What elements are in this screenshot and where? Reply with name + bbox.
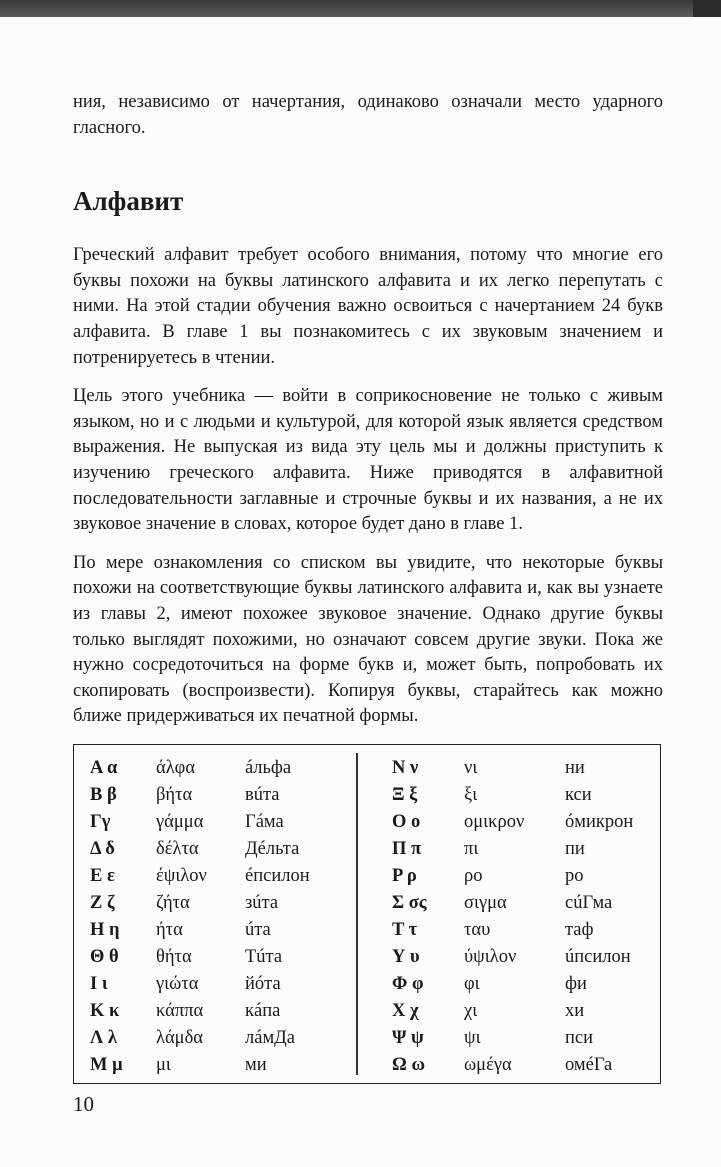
greek-name: γάμμα [156,811,204,832]
alphabet-row [392,863,652,890]
russian-name: фи [565,973,587,994]
alphabet-letter: Ω ω [392,1054,425,1075]
paragraph-3: По мере ознакомления со списком вы увидите, что некоторые буквы похожи на соответствующие буквы латинского алфавита и, как вы узнаете из главы 2, имеют похожее звуковое значение. Однако другие буквы только выглядят похожими, но означают совсем другие звуки. Пока же нужно сосредоточиться на форме букв и, может быть, попробовать их скопировать (воспроизвести). Копируя буквы, старайтесь как можно ближе придерживаться их печатной формы. [73,552,663,727]
russian-name: йóта [245,973,281,994]
russian-name: кáпа [245,1000,281,1021]
alphabet-row [392,755,652,782]
scan-edge-bar [0,0,721,17]
alphabet-left-column [90,755,350,1079]
russian-name: ми [245,1054,267,1075]
alphabet-row [392,809,652,836]
alphabet-row [90,998,350,1025]
alphabet-letter: Ψ ψ [392,1027,424,1048]
alphabet-table [73,744,661,1084]
alphabet-row [90,1025,350,1052]
greek-name: γιώτα [156,973,199,994]
alphabet-letter: Φ φ [392,973,424,994]
greek-name: κάππα [156,1000,204,1021]
alphabet-row [392,890,652,917]
russian-name: таф [565,919,594,940]
greek-name: ψι [464,1027,481,1048]
alphabet-row [392,1025,652,1052]
russian-name: úта [245,919,271,940]
russian-name: ро [565,865,584,886]
greek-name: άλφα [156,757,196,778]
greek-name: ζήτα [156,892,190,913]
alphabet-row [392,1052,652,1079]
alphabet-row [392,917,652,944]
alphabet-row [90,809,350,836]
alphabet-row [392,836,652,863]
alphabet-letter: Υ υ [392,946,420,967]
alphabet-letter: Δ δ [90,838,115,859]
russian-name: кси [565,784,592,805]
continuation-paragraph: ния, независимо от начертания, одинаково означали место ударного гласного. [73,92,663,138]
alphabet-row [392,782,652,809]
greek-name: δέλτα [156,838,199,859]
alphabet-letter: Γγ [90,811,111,832]
greek-name: φι [464,973,480,994]
alphabet-row [392,944,652,971]
greek-name: ρο [464,865,483,886]
russian-name: сúГма [565,892,613,913]
alphabet-row [90,1052,350,1079]
greek-name: έψιλον [156,865,207,886]
russian-name: вúта [245,784,280,805]
alphabet-row [90,944,350,971]
alphabet-row [90,755,350,782]
alphabet-letter: Ο ο [392,811,421,832]
alphabet-letter: Α α [90,757,118,778]
alphabet-row [90,971,350,998]
russian-name: омéГа [565,1054,613,1075]
greek-name: πι [464,838,479,859]
alphabet-letter: Λ λ [90,1027,117,1048]
page-number: 10 [73,1092,94,1116]
alphabet-row [392,971,652,998]
alphabet-row [90,836,350,863]
page-body [73,90,663,1084]
alphabet-row [90,890,350,917]
russian-name: áльфа [245,757,292,778]
russian-name: Тúта [245,946,283,967]
alphabet-letter: Ζ ζ [90,892,115,913]
greek-name: ωμέγα [464,1054,512,1075]
greek-name: σιγμα [464,892,507,913]
russian-name: óмикрон [565,811,634,832]
russian-name: Дéльта [245,838,300,859]
alphabet-row [392,998,652,1025]
russian-name: úпсилон [565,946,631,967]
alphabet-letter: Ρ ρ [392,865,417,886]
russian-name: пи [565,838,585,859]
alphabet-row [90,863,350,890]
paragraph-2: Цель этого учебника — войти в соприкосновение не только с живым языком, но и с людьми и культурой, для которой язык является средством выражения. Не выпуская из вида эту цель мы и должны приступить к изучению греческого алфавита. Ниже приводятся в алфавитной последовательности заглавные и строчные буквы и их названия, а не их звуковое значение в словах, которое будет дано в главе 1. [73,386,663,535]
alphabet-letter: Ν ν [392,757,419,778]
alphabet-letter: Π π [392,838,422,859]
alphabet-letter: Θ θ [90,946,119,967]
greek-name: νι [464,757,478,778]
greek-name: χι [464,1000,478,1021]
greek-name: λάμδα [156,1027,203,1048]
russian-name: éпсилон [245,865,310,886]
alphabet-letter: Ε ε [90,865,115,886]
greek-name: ταυ [464,919,491,940]
greek-name: θήτα [156,946,192,967]
russian-name: пси [565,1027,594,1048]
alphabet-row [90,917,350,944]
russian-name: зúта [245,892,279,913]
alphabet-letter: Η η [90,919,120,940]
greek-name: ξι [464,784,478,805]
russian-name: Гáма [245,811,284,832]
alphabet-letter: Τ τ [392,919,418,940]
column-divider [356,753,358,1075]
greek-name: ύψιλον [464,946,517,967]
alphabet-letter: Ξ ξ [392,784,418,805]
greek-name: ήτα [156,919,183,940]
paragraph-1: Греческий алфавит требует особого внимания, потому что многие его буквы похожи на буквы латинского алфавита и их легко перепутать с ними. На этой стадии обучения важно освоиться с начертанием 24 букв алфавита. В главе 1 вы познакомитесь с их звуковым значением и потренируетесь в чтении. [73,245,663,368]
alphabet-right-column [392,755,652,1079]
russian-name: хи [565,1000,585,1021]
section-title: Алфавит [73,186,184,217]
russian-name: ни [565,757,585,778]
greek-name: μι [156,1054,171,1075]
alphabet-letter: Μ μ [90,1054,123,1075]
alphabet-letter: Ι ι [90,973,108,994]
greek-name: βήτα [156,784,193,805]
alphabet-letter: Κ κ [90,1000,120,1021]
alphabet-letter: Χ χ [392,1000,419,1021]
alphabet-letter: Σ σς [392,892,427,913]
russian-name: лáмДа [245,1027,295,1048]
alphabet-row [90,782,350,809]
alphabet-letter: Β β [90,784,117,805]
greek-name: ομικρον [464,811,525,832]
